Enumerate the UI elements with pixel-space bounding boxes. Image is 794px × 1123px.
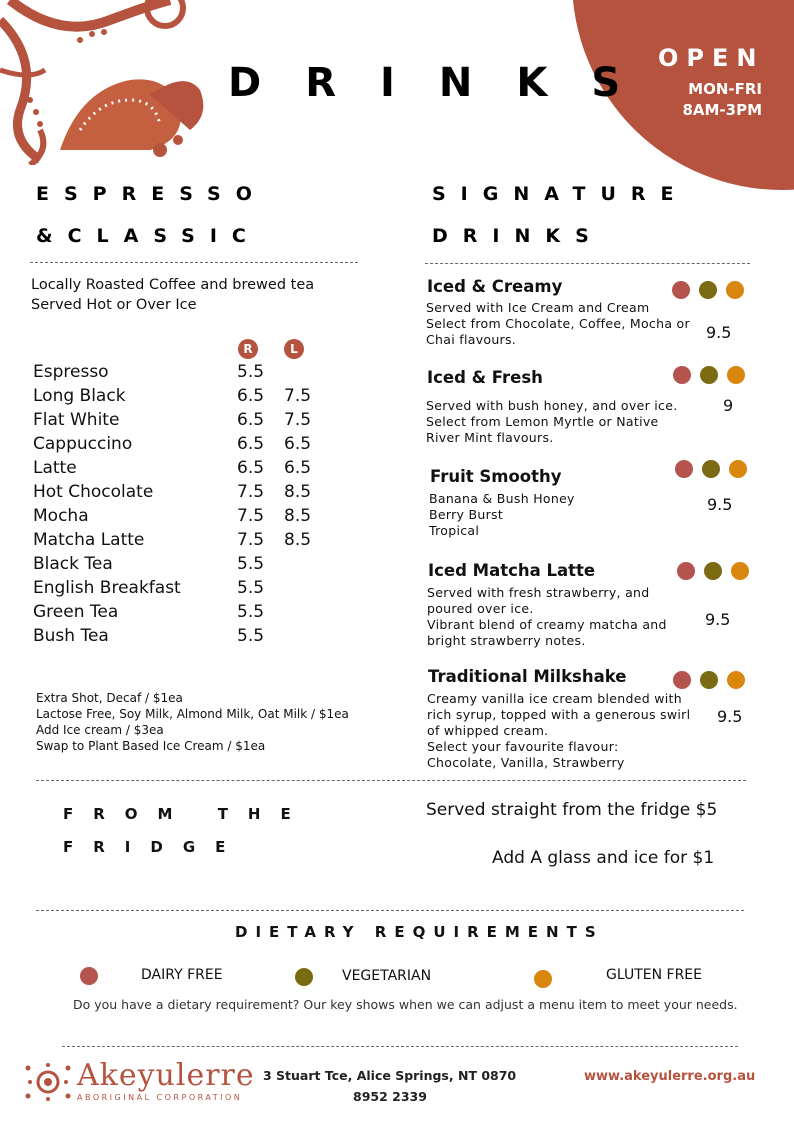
signature-drink-price: 9.5 [705,610,731,629]
description-line: River Mint flavours. [426,430,554,445]
gluten-free-key-dot [534,970,552,988]
footer-website[interactable]: www.akeyulerre.org.au [584,1069,756,1084]
signature-drink-price: 9.5 [707,495,733,514]
menu-item-large-price: 8.5 [284,482,312,502]
extra-option: Add Ice cream / $3ea [36,723,164,737]
signature-drink-description [426,398,678,446]
open-hours: 8AM-3PM [682,101,762,119]
espresso-menu-item [33,624,333,648]
menu-item-regular-price: 6.5 [237,434,265,454]
menu-item-name: English Breakfast [33,578,181,598]
menu-item-large-price: 6.5 [284,458,312,478]
description-line: Select your favourite flavour: [427,739,619,754]
open-label: OPEN [658,44,765,72]
gluten-free-dot [729,460,747,478]
menu-item-regular-price: 6.5 [237,386,265,406]
dietary-divider [36,910,744,911]
logo-emblem-icon [24,1062,72,1102]
menu-item-name: Mocha [33,506,89,526]
logo-wordmark: Akeyulerre [77,1058,255,1093]
extra-option: Lactose Free, Soy Milk, Almond Milk, Oat Milk / $1ea [36,707,349,721]
size-regular-badge: R [238,339,258,359]
signature-drink-description [427,585,667,649]
espresso-divider [30,262,358,263]
espresso-menu-item [33,504,333,528]
espresso-intro-line2: Served Hot or Over Ice [31,297,197,313]
footer-address: 3 Stuart Tce, Alice Springs, NT 0870 [263,1068,517,1083]
description-line: poured over ice. [427,601,534,616]
gluten-free-label: GLUTEN FREE [606,967,702,983]
description-line: Select from Chocolate, Coffee, Mocha or [426,316,690,331]
description-line: Creamy vanilla ice cream blended with [427,691,682,706]
menu-item-name: Flat White [33,410,120,430]
menu-item-name: Long Black [33,386,126,406]
dietary-note: Do you have a dietary requirement? Our key shows when we can adjust a menu item to meet your needs. [73,997,738,1012]
signature-drink-price: 9 [723,396,734,415]
extra-option: Extra Shot, Decaf / $1ea [36,691,183,705]
menu-item-regular-price: 5.5 [237,554,265,574]
page-title: DRINKS [228,60,665,106]
signature-drink-description [427,691,690,771]
espresso-menu-item [33,528,333,552]
signature-divider [425,263,750,264]
signature-drink-description [426,300,690,348]
espresso-menu-item [33,432,333,456]
espresso-menu-item [33,552,333,576]
espresso-menu-item [33,408,333,432]
gluten-free-dot [731,562,749,580]
fridge-heading-line1: FROM THE [63,805,311,823]
menu-item-regular-price: 5.5 [237,578,265,598]
fridge-heading-line2: FRIDGE [63,838,246,856]
signature-drink-description [429,491,575,539]
description-line: Served with fresh strawberry, and [427,585,650,600]
dairy-free-label: DAIRY FREE [141,967,223,983]
espresso-menu-item [33,600,333,624]
open-days: MON-FRI [688,80,762,98]
footer-divider [62,1046,738,1047]
espresso-intro-line1: Locally Roasted Coffee and brewed tea [31,277,315,293]
menu-item-regular-price: 7.5 [237,530,265,550]
menu-item-regular-price: 7.5 [237,482,265,502]
dietary-heading: DIETARY REQUIREMENTS [235,923,604,941]
signature-drink-price: 9.5 [706,323,732,342]
dairy-free-dot [673,366,691,384]
fridge-glass-line: Add A glass and ice for $1 [492,848,715,868]
espresso-intro [31,275,314,315]
gluten-free-dot [726,281,744,299]
signature-drink-name: Traditional Milkshake [428,667,627,686]
espresso-menu-item [33,456,333,480]
menu-item-name: Matcha Latte [33,530,145,550]
corner-pattern-decoration [0,0,215,165]
vegetarian-dot [699,281,717,299]
signature-drink-name: Fruit Smoothy [430,467,562,486]
espresso-menu-list [33,360,333,648]
signature-drink-name: Iced & Creamy [427,277,563,296]
description-line: Chocolate, Vanilla, Strawberry [427,755,625,770]
menu-item-regular-price: 5.5 [237,626,265,646]
description-line: bright strawberry notes. [427,633,586,648]
dairy-free-dot [677,562,695,580]
size-large-badge: L [284,339,304,359]
menu-item-regular-price: 6.5 [237,458,265,478]
fridge-divider [36,780,746,781]
espresso-menu-item [33,360,333,384]
menu-item-name: Latte [33,458,77,478]
menu-item-large-price: 6.5 [284,434,312,454]
menu-item-large-price: 8.5 [284,530,312,550]
vegetarian-key-dot [295,968,313,986]
espresso-menu-item [33,480,333,504]
signature-heading-line1: SIGNATURE [432,183,689,205]
menu-item-regular-price: 5.5 [237,362,265,382]
description-line: Berry Burst [429,507,504,522]
dairy-free-dot [675,460,693,478]
signature-heading-line2: DRINKS [432,225,604,247]
description-line: Chai flavours. [426,332,517,347]
vegetarian-label: VEGETARIAN [342,968,432,984]
menu-item-name: Hot Chocolate [33,482,154,502]
fridge-price-line: Served straight from the fridge $5 [426,800,718,820]
menu-item-name: Espresso [33,362,109,382]
menu-item-name: Cappuccino [33,434,133,454]
menu-item-large-price: 8.5 [284,506,312,526]
signature-drink-name: Iced & Fresh [427,368,543,387]
gluten-free-dot [727,671,745,689]
footer-phone: 8952 2339 [353,1089,427,1104]
espresso-menu-item [33,384,333,408]
vegetarian-dot [702,460,720,478]
fridge-heading [63,798,311,864]
open-hours-text [662,79,762,121]
description-line: Vibrant blend of creamy matcha and [427,617,667,632]
gluten-free-dot [727,366,745,384]
description-line: Select from Lemon Myrtle or Native [426,414,659,429]
dairy-free-dot [672,281,690,299]
signature-drink-price: 9.5 [717,707,743,726]
menu-item-name: Green Tea [33,602,119,622]
logo-subtitle: ABORIGINAL CORPORATION [77,1093,243,1102]
menu-item-regular-price: 7.5 [237,506,265,526]
menu-item-large-price: 7.5 [284,410,312,430]
description-line: Served with Ice Cream and Cream [426,300,650,315]
menu-item-regular-price: 6.5 [237,410,265,430]
vegetarian-dot [700,366,718,384]
vegetarian-dot [704,562,722,580]
description-line: of whipped cream. [427,723,549,738]
extra-option: Swap to Plant Based Ice Cream / $1ea [36,739,266,753]
signature-drink-name: Iced Matcha Latte [428,561,596,580]
espresso-extras [36,690,349,754]
description-line: rich syrup, topped with a generous swirl [427,707,691,722]
menu-item-regular-price: 5.5 [237,602,265,622]
dairy-free-key-dot [80,967,98,985]
description-line: Served with bush honey, and over ice. [426,398,678,413]
espresso-heading-line1: ESPRESSO [36,183,267,205]
description-line: Tropical [429,523,480,538]
espresso-heading-line2: &CLASSIC [36,225,261,247]
menu-item-large-price: 7.5 [284,386,312,406]
espresso-menu-item [33,576,333,600]
espresso-heading [36,173,267,257]
dairy-free-dot [673,671,691,689]
menu-item-name: Bush Tea [33,626,109,646]
description-line: Banana & Bush Honey [429,491,575,506]
vegetarian-dot [700,671,718,689]
menu-item-name: Black Tea [33,554,113,574]
signature-heading [432,173,688,257]
